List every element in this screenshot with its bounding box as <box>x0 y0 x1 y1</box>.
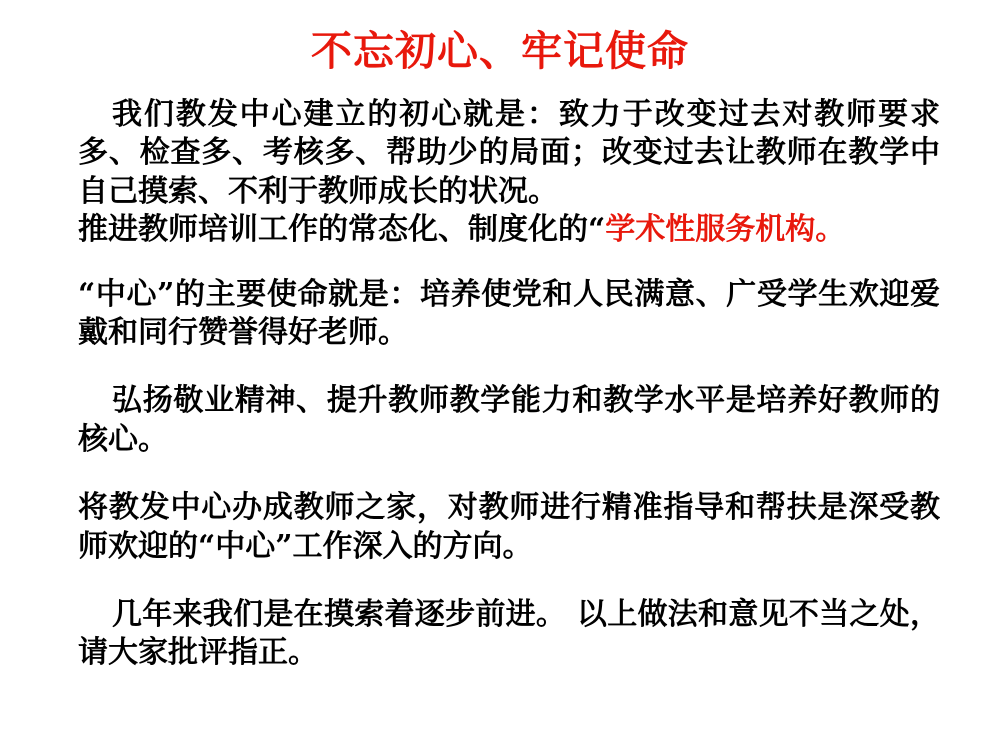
paragraph-1-lead: 我们教发中心建立的初心就是： <box>112 97 559 132</box>
paragraph-6 <box>78 596 940 673</box>
paragraph-1 <box>78 96 940 211</box>
paragraph-3-rest: 培养使党和人民满意、广受学生欢迎爱戴和同行赞誉得好老师。 <box>78 276 941 350</box>
paragraph-6-text: 几年来我们是在摸索着逐步前进。 以上做法和意见不当之处，请大家批评指正。 <box>78 596 940 671</box>
spacer-1 <box>78 250 940 276</box>
paragraph-5-text: 将教发中心办成教师之家，对教师进行精准指导和帮扶是深受教师欢迎的“中心”工作深入的方向。 <box>78 490 940 564</box>
spacer-2 <box>78 352 940 382</box>
paragraph-3-lead: “中心”的主要使命就是： <box>78 276 421 312</box>
spacer-3 <box>78 459 940 489</box>
paragraph-5 <box>78 489 940 566</box>
slide-body <box>78 96 940 673</box>
paragraph-4-text: 弘扬敬业精神、提升教师教学能力和教学水平是培养好教师的核心。 <box>78 383 940 457</box>
paragraph-2-lead: 推进教师培训工作的常态化、制度化的“ <box>78 212 606 248</box>
spacer-4 <box>78 566 940 596</box>
paragraph-2-highlight: 学术性服务机构。 <box>605 212 846 248</box>
page-title: 不忘初心、牢记使命 <box>311 27 689 75</box>
paragraph-4 <box>78 382 940 459</box>
paragraph-1-rest: 致力于改变过去对教师要求多、检查多、考核多、帮助少的局面；改变过去让教师在教学中自己摸索、不利于教师成长的状况。 <box>78 97 941 209</box>
paragraph-3 <box>78 276 940 353</box>
paragraph-2 <box>78 211 940 249</box>
